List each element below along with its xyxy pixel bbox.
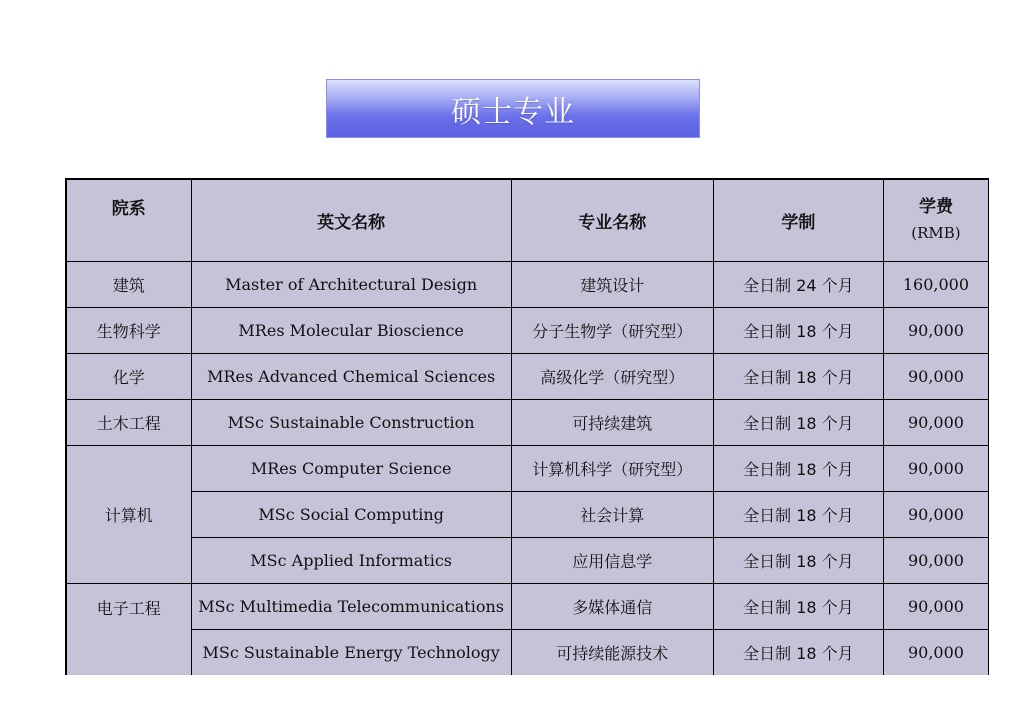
english-name-cell: MSc Sustainable Energy Technology [191,629,511,675]
duration-cell: 全日制 18 个月 [713,353,883,399]
table-row [66,445,989,491]
tuition-cell: 90,000 [883,583,988,629]
english-name-cell: Master of Architectural Design [191,261,511,307]
header-duration: 学制 [713,179,883,261]
duration-cell: 全日制 18 个月 [713,629,883,675]
table-header-row [66,179,989,261]
tuition-cell: 90,000 [883,399,988,445]
table-row [66,583,989,629]
major-name-cell: 可持续建筑 [511,399,713,445]
major-name-cell: 多媒体通信 [511,583,713,629]
table-row [66,399,989,445]
english-name-cell: MSc Multimedia Telecommunications [191,583,511,629]
duration-cell: 全日制 18 个月 [713,491,883,537]
tuition-cell: 90,000 [883,629,988,675]
tuition-cell: 160,000 [883,261,988,307]
english-name-cell: MSc Applied Informatics [191,537,511,583]
header-tuition-currency: (RMB) [911,224,961,243]
major-name-cell: 可持续能源技术 [511,629,713,675]
major-name-cell: 应用信息学 [511,537,713,583]
major-name-cell: 社会计算 [511,491,713,537]
table-row [66,537,989,583]
tuition-cell: 90,000 [883,537,988,583]
duration-cell: 全日制 18 个月 [713,307,883,353]
major-name-cell: 计算机科学（研究型） [511,445,713,491]
tuition-cell: 90,000 [883,307,988,353]
department-cell: 建筑 [66,261,191,307]
table-row [66,629,989,675]
table-row [66,353,989,399]
major-name-cell: 高级化学（研究型） [511,353,713,399]
header-major-name: 专业名称 [511,179,713,261]
header-tuition [883,179,988,261]
department-cell: 电子工程 [66,583,191,675]
duration-cell: 全日制 18 个月 [713,445,883,491]
table-row [66,307,989,353]
header-tuition-label: 学费 [918,197,953,218]
english-name-cell: MRes Computer Science [191,445,511,491]
duration-cell: 全日制 24 个月 [713,261,883,307]
duration-cell: 全日制 18 个月 [713,537,883,583]
tuition-cell: 90,000 [883,445,988,491]
tuition-cell: 90,000 [883,491,988,537]
major-name-cell: 建筑设计 [511,261,713,307]
tuition-cell: 90,000 [883,353,988,399]
major-name-cell: 分子生物学（研究型） [511,307,713,353]
header-english-name: 英文名称 [191,179,511,261]
header-department: 院系 [66,179,191,261]
table-row [66,491,989,537]
english-name-cell: MSc Social Computing [191,491,511,537]
department-cell: 计算机 [66,445,191,583]
masters-programs-table [65,178,989,675]
title-banner [326,79,700,138]
department-cell: 化学 [66,353,191,399]
duration-cell: 全日制 18 个月 [713,583,883,629]
page-title: 硕士专业 [451,94,575,130]
department-cell: 土木工程 [66,399,191,445]
english-name-cell: MRes Molecular Bioscience [191,307,511,353]
english-name-cell: MSc Sustainable Construction [191,399,511,445]
table-row [66,261,989,307]
english-name-cell: MRes Advanced Chemical Sciences [191,353,511,399]
department-cell: 生物科学 [66,307,191,353]
duration-cell: 全日制 18 个月 [713,399,883,445]
